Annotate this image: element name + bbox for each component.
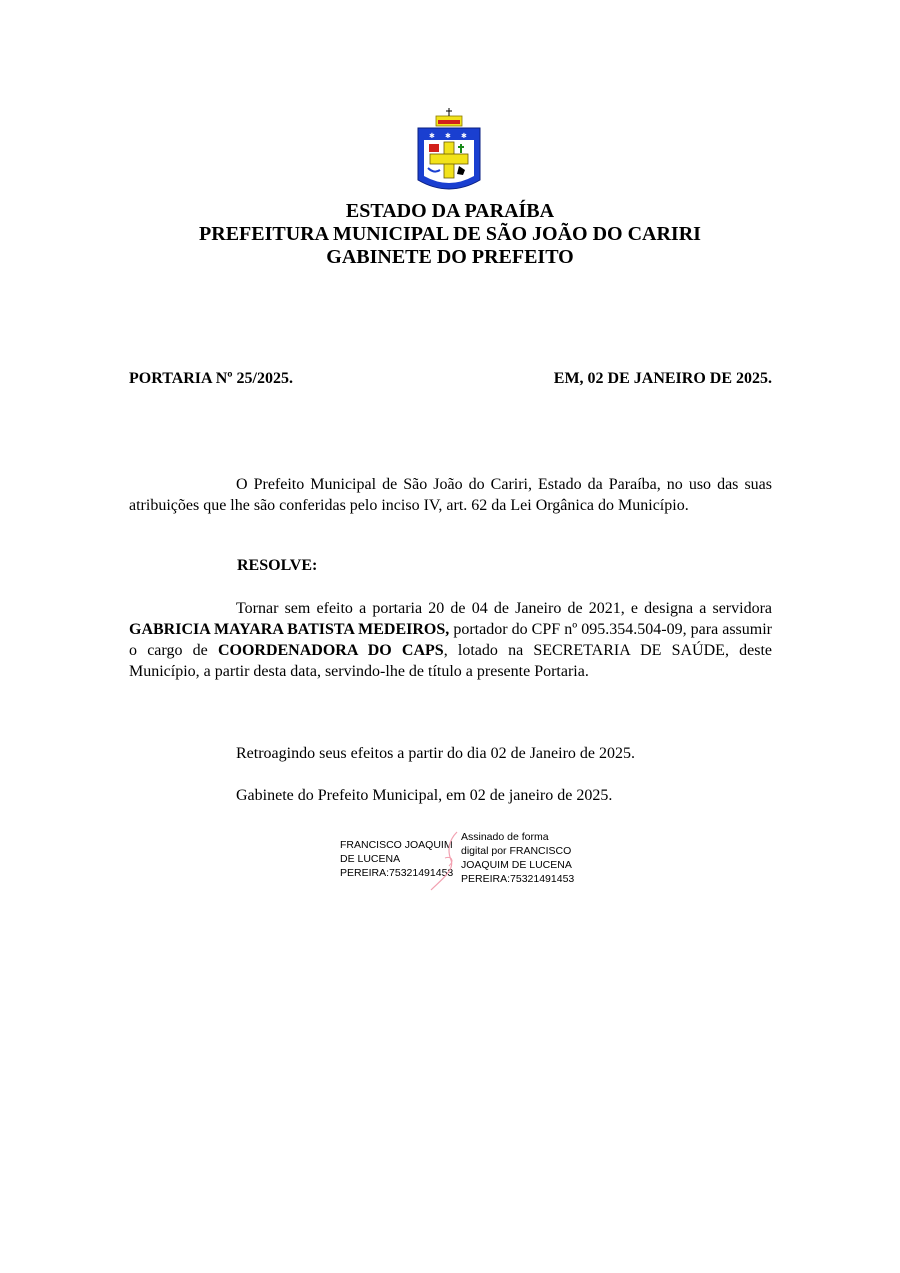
appointed-role: COORDENADORA DO CAPS [217,642,444,659]
signature-info-line: JOAQUIM DE LUCENA [461,859,572,871]
signature-info-line: digital por FRANCISCO [461,845,572,857]
header-prefecture: PREFEITURA MUNICIPAL DE SÃO JOÃO DO CARIRI [199,223,701,245]
header-state: ESTADO DA PARAÍBA [345,200,555,222]
decision-text-1: Tornar sem efeito a portaria 20 de 04 de Janeiro de 2021, e designa a servidora [236,600,772,617]
decision-paragraph [129,598,772,682]
appointee-name: GABRICIA MAYARA BATISTA MEDEIROS, [129,621,450,638]
signer-name-line: PEREIRA:75321491453 [340,867,454,879]
svg-text:✱: ✱ [445,132,451,140]
signer-name-line: FRANCISCO JOAQUIM [340,839,453,851]
decision-text-3: , lotado na SECRETARIA DE SAÚDE, deste Município, a partir desta data, servindo-lhe de título a presente Portaria. [129,642,773,680]
resolve-heading: RESOLVE: [237,557,318,574]
signer-name-line: DE LUCENA [340,853,401,865]
svg-text:✱: ✱ [429,132,435,140]
document-header [0,200,900,269]
digital-signature [340,830,600,890]
portaria-date: EM, 02 DE JANEIRO DE 2025. [553,370,772,387]
intro-paragraph: O Prefeito Municipal de São João do Cariri, Estado da Paraíba, no uso das suas atribuições que lhe são conferidas pelo inciso IV, art. 62 da Lei Orgânica do Município. [129,476,772,514]
portaria-number: PORTARIA Nº 25/2025. [129,370,293,387]
svg-text:✱: ✱ [461,132,467,140]
header-office: GABINETE DO PREFEITO [326,246,574,268]
retroactive-clause: Retroagindo seus efeitos a partir do dia 02 de Janeiro de 2025. [236,745,635,762]
closing-line: Gabinete do Prefeito Municipal, em 02 de janeiro de 2025. [236,787,613,804]
decision-text-2: portador do CPF nº 095.354.504-09, para assumir o cargo de [129,621,773,659]
signature-info-block [461,830,611,886]
signature-info-line: PEREIRA:75321491453 [461,873,575,885]
signature-info-line: Assinado de forma [461,831,549,843]
municipal-coat-of-arms [414,108,484,196]
